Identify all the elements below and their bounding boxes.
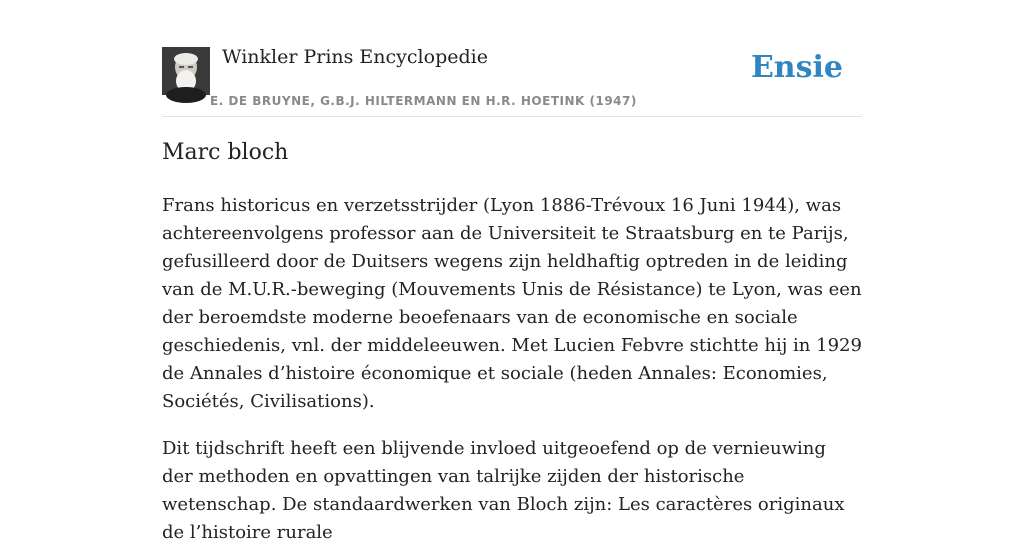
article-paragraph: Dit tijdschrift heeft een blijvende invloed uitgeoefend op de vernieuwing der methoden en opvattingen van talrijke zijden der historische wetenschap. De standaardwerken van Bloch zijn: Les caractères originaux de l’histoire rurale — [162, 438, 845, 543]
portrait-image — [162, 47, 210, 95]
source-title[interactable]: Winkler Prins Encyclopedie — [222, 46, 488, 68]
source-authors: E. DE BRUYNE, G.B.J. HILTERMANN EN H.R. HOETINK (1947) — [210, 94, 637, 108]
article-title: Marc bloch — [162, 140, 289, 165]
author-avatar[interactable] — [162, 47, 210, 95]
content-column — [162, 0, 862, 543]
source-header — [162, 0, 862, 117]
ensie-logo[interactable]: Ensie — [750, 50, 843, 85]
article-paragraph: Frans historicus en verzetsstrijder (Lyon 1886-Trévoux 16 Juni 1944), was achtereenvolgens professor aan de Universiteit te Straatsburg en te Parijs, gefusilleerd door de Duitsers wegens zijn heldhaftig optreden in de leiding van de M.U.R.-beweging (Mouvements Unis de Résistance) te Lyon, was een der beroemdste moderne beoefenaars van de economische en sociale geschiedenis, vnl. der middeleeuwen. Met Lucien Febvre stichtte hij in 1929 de Annales d’histoire économique et sociale (heden Annales: Economies, Sociétés, Civilisations). — [162, 195, 862, 412]
